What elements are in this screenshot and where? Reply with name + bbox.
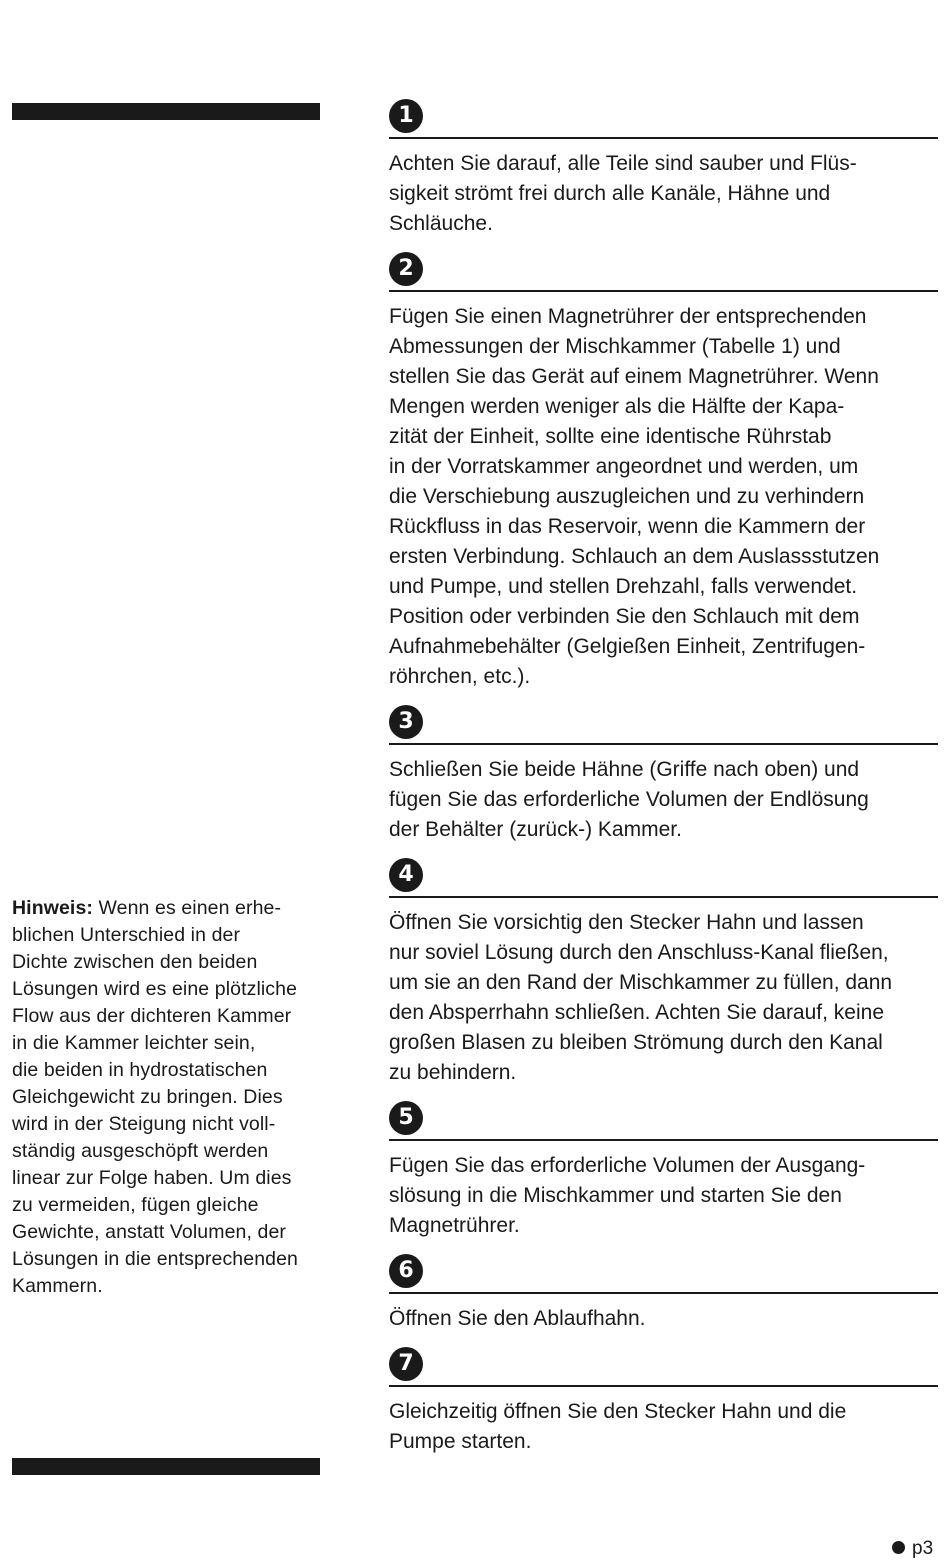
step-number-badge: 2: [389, 252, 423, 286]
step-line: Fügen Sie das erforderliche Volumen der Ausgang-: [389, 1154, 866, 1177]
step-line: großen Blasen zu bleiben Strömung durch den Kanal: [389, 1031, 883, 1054]
step-header: [389, 99, 938, 139]
step-line: sigkeit strömt frei durch alle Kanäle, Hähne und: [389, 182, 831, 205]
step-line: Fügen Sie einen Magnetrührer der entsprechenden: [389, 305, 867, 328]
step-text: [389, 755, 938, 845]
step-line: nur soviel Lösung durch den Anschluss-Kanal fließen,: [389, 941, 889, 964]
step-text: [389, 1151, 938, 1241]
step-number-badge: 4: [389, 858, 423, 892]
note-line: linear zur Folge haben. Um dies: [12, 1167, 292, 1189]
step-3: [389, 705, 938, 845]
step-line: Öffnen Sie vorsichtig den Stecker Hahn und lassen: [389, 911, 864, 934]
step-text: [389, 302, 938, 692]
page-number-text: p3: [912, 1538, 934, 1559]
step-header: [389, 1347, 938, 1387]
note-line: blichen Unterschied in der: [12, 924, 241, 946]
step-line: ersten Verbindung. Schlauch an dem Auslassstutzen: [389, 545, 880, 568]
step-line: Position oder verbinden Sie den Schlauch mit dem: [389, 605, 860, 628]
step-header: [389, 858, 938, 898]
step-line: zität der Einheit, sollte eine identische Rührstab: [389, 425, 832, 448]
note-line: Lösungen wird es eine plötzliche: [12, 978, 298, 1000]
page-number: [892, 1537, 933, 1561]
note-text-start: Wenn es einen erhe-: [92, 897, 282, 919]
note-line: wird in der Steigung nicht voll-: [12, 1113, 276, 1135]
step-number-badge: 7: [389, 1347, 423, 1381]
step-line: Rückfluss in das Reservoir, wenn die Kammern der: [389, 515, 866, 538]
step-line: röhrchen, etc.).: [389, 665, 531, 688]
step-line: Magnetrührer.: [389, 1214, 520, 1237]
step-text: [389, 149, 938, 239]
note-block: [12, 895, 324, 1300]
step-number-badge: 6: [389, 1254, 423, 1288]
note-line: Dichte zwischen den beiden: [12, 951, 258, 973]
top-divider-bar: [12, 103, 320, 120]
step-text: [389, 908, 938, 1088]
step-number-badge: 5: [389, 1101, 423, 1135]
step-5: [389, 1101, 938, 1241]
step-line: Öffnen Sie den Ablaufhahn.: [389, 1307, 646, 1330]
step-line: um sie an den Rand der Mischkammer zu füllen, dann: [389, 971, 893, 994]
step-line: die Verschiebung auszugleichen und zu verhindern: [389, 485, 865, 508]
step-line: fügen Sie das erforderliche Volumen der Endlösung: [389, 788, 869, 811]
step-1: [389, 99, 938, 239]
step-number-badge: 1: [389, 99, 423, 133]
step-header: [389, 705, 938, 745]
note-line: Kammern.: [12, 1275, 103, 1297]
step-line: und Pumpe, und stellen Drehzahl, falls verwendet.: [389, 575, 858, 598]
note-first-line: [12, 895, 324, 922]
step-line: Aufnahmebehälter (Gelgießen Einheit, Zentrifugen-: [389, 635, 866, 658]
note-line: Gleichgewicht zu bringen. Dies: [12, 1086, 283, 1108]
step-text: [389, 1304, 938, 1334]
note-label: Hinweis:: [12, 897, 93, 919]
step-line: der Behälter (zurück-) Kammer.: [389, 818, 682, 841]
step-line: stellen Sie das Gerät auf einem Magnetrührer. Wenn: [389, 365, 879, 388]
note-line: in die Kammer leichter sein,: [12, 1032, 256, 1054]
note-line: die beiden in hydrostatischen: [12, 1059, 268, 1081]
bullet-icon: [892, 1541, 905, 1554]
step-line: den Absperrhahn schließen. Achten Sie darauf, keine: [389, 1001, 884, 1024]
step-2: [389, 252, 938, 692]
step-line: Gleichzeitig öffnen Sie den Stecker Hahn und die: [389, 1400, 847, 1423]
step-4: [389, 858, 938, 1088]
step-line: Schließen Sie beide Hähne (Griffe nach oben) und: [389, 758, 860, 781]
step-header: [389, 1254, 938, 1294]
step-line: zu behindern.: [389, 1061, 517, 1084]
step-header: [389, 1101, 938, 1141]
step-line: Achten Sie darauf, alle Teile sind sauber und Flüs-: [389, 152, 857, 175]
step-number-badge: 3: [389, 705, 423, 739]
step-7: [389, 1347, 938, 1457]
note-line: Lösungen in die entsprechenden: [12, 1248, 298, 1270]
note-line: Flow aus der dichteren Kammer: [12, 1005, 292, 1027]
step-line: Abmessungen der Mischkammer (Tabelle 1) und: [389, 335, 841, 358]
step-6: [389, 1254, 938, 1334]
step-header: [389, 252, 938, 292]
step-text: [389, 1397, 938, 1457]
step-line: Mengen werden weniger als die Hälfte der Kapa-: [389, 395, 845, 418]
step-line: slösung in die Mischkammer und starten Sie den: [389, 1184, 842, 1207]
bottom-divider-bar: [12, 1458, 320, 1475]
step-line: Schläuche.: [389, 212, 493, 235]
step-line: Pumpe starten.: [389, 1430, 532, 1453]
note-line: zu vermeiden, fügen gleiche: [12, 1194, 259, 1216]
note-line: Gewichte, anstatt Volumen, der: [12, 1221, 286, 1243]
step-line: in der Vorratskammer angeordnet und werden, um: [389, 455, 859, 478]
note-line: ständig ausgeschöpft werden: [12, 1140, 269, 1162]
